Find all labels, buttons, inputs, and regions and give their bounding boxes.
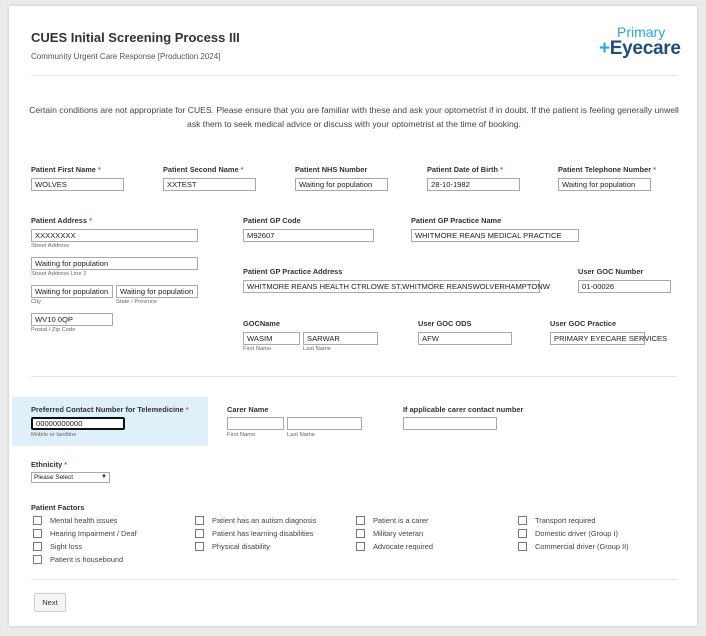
factor-label: Domestic driver (Group I) xyxy=(535,529,618,538)
carer-name-label: Carer Name xyxy=(227,405,269,414)
next-button[interactable]: Next xyxy=(34,593,66,612)
gp-code-input[interactable]: M92607 xyxy=(243,229,374,242)
ethnicity-label: Ethnicity * xyxy=(31,460,68,469)
user-goc-practice-input[interactable]: PRIMARY EYECARE SERVICES xyxy=(550,332,645,345)
state-sublabel: State / Province xyxy=(116,299,157,305)
user-goc-number-input[interactable]: 01-00026 xyxy=(578,280,671,293)
factor-checkbox[interactable] xyxy=(195,516,204,525)
carer-contact-input[interactable] xyxy=(403,417,497,430)
header-divider xyxy=(31,75,677,76)
dob-label: Patient Date of Birth * xyxy=(427,165,503,174)
carer-first-name-sublabel: First Name xyxy=(227,432,256,438)
factor-label: Physical disability xyxy=(212,542,270,551)
gp-practice-address-input[interactable]: WHITMORE REANS HEALTH CTRLOWE ST,WHITMORE REANSWOLVERHAMPTONW xyxy=(243,280,540,293)
city-sublabel: City xyxy=(31,299,41,305)
factor-label: Commercial driver (Group II) xyxy=(535,542,629,551)
goc-last-name-input[interactable]: SARWAR xyxy=(303,332,378,345)
street-address-sublabel: Street Address xyxy=(31,243,70,249)
street-address-input[interactable]: XXXXXXXX xyxy=(31,229,198,242)
factor-label: Hearing Impairment / Deaf xyxy=(50,529,137,538)
factor-checkbox[interactable] xyxy=(33,529,42,538)
factor-label: Patient is a carer xyxy=(373,516,429,525)
carer-last-name-sublabel: Last Name xyxy=(287,432,316,438)
factor-checkbox[interactable] xyxy=(33,516,42,525)
carer-last-name-input[interactable] xyxy=(287,417,362,430)
factor-label: Transport required xyxy=(535,516,596,525)
nhs-number-input[interactable]: Waiting for population xyxy=(295,178,388,191)
carer-contact-label: If applicable carer contact number xyxy=(403,405,524,414)
page-subtitle: Community Urgent Care Response [Production 2024] xyxy=(31,52,221,61)
factor-checkbox[interactable] xyxy=(356,516,365,525)
page-title: CUES Initial Screening Process III xyxy=(31,30,240,45)
factor-checkbox[interactable] xyxy=(195,529,204,538)
user-goc-ods-input[interactable]: AFW xyxy=(418,332,512,345)
user-goc-ods-label: User GOC ODS xyxy=(418,319,472,328)
goc-first-name-input[interactable]: WASIM xyxy=(243,332,300,345)
state-input[interactable]: Waiting for population xyxy=(116,285,198,298)
factor-label: Mental health issues xyxy=(50,516,118,525)
section-divider xyxy=(31,376,677,377)
nhs-number-label: Patient NHS Number xyxy=(295,165,368,174)
telephone-input[interactable]: Waiting for population xyxy=(558,178,651,191)
factor-label: Advocate required xyxy=(373,542,433,551)
factor-checkbox[interactable] xyxy=(195,542,204,551)
form-card xyxy=(9,6,697,626)
factor-label: Military veteran xyxy=(373,529,424,538)
factor-checkbox[interactable] xyxy=(518,542,527,551)
postal-code-input[interactable]: WV10 0QP xyxy=(31,313,113,326)
telephone-label: Patient Telephone Number * xyxy=(558,165,657,174)
first-name-input[interactable]: WOLVES xyxy=(31,178,124,191)
carer-first-name-input[interactable] xyxy=(227,417,284,430)
goc-last-name-sublabel: Last Name xyxy=(303,346,332,352)
notice-text: Certain conditions are not appropriate for CUES. Please ensure that you are familiar with these and ask your optometrist if in doubt. If the patient is feeling generally unwell ask them to seek medical advice or discuss with your optometrist at the time of booking. xyxy=(29,105,679,129)
street-address-2-input[interactable]: Waiting for population xyxy=(31,257,198,270)
city-input[interactable]: Waiting for population xyxy=(31,285,113,298)
first-name-label: Patient First Name * xyxy=(31,165,101,174)
gp-code-label: Patient GP Code xyxy=(243,216,301,225)
factor-label: Patient has learning disabilities xyxy=(212,529,314,538)
user-goc-practice-label: User GOC Practice xyxy=(550,319,617,328)
gp-practice-address-label: Patient GP Practice Address xyxy=(243,267,343,276)
street-address-2-sublabel: Street Address Line 2 xyxy=(31,271,87,277)
factor-checkbox[interactable] xyxy=(33,542,42,551)
footer-divider xyxy=(31,579,677,580)
factor-label: Sight loss xyxy=(50,542,83,551)
postal-code-sublabel: Postal / Zip Code xyxy=(31,327,76,333)
telemedicine-sublabel: Mobile or landline xyxy=(31,432,77,438)
dob-input[interactable]: 28-10-1982 xyxy=(427,178,520,191)
factor-label: Patient has an autism diagnosis xyxy=(212,516,317,525)
user-goc-number-label: User GOC Number xyxy=(578,267,644,276)
ethnicity-selected-value: Please Select xyxy=(34,474,74,481)
telemedicine-label: Preferred Contact Number for Telemedicine * xyxy=(31,405,189,414)
gp-practice-name-label: Patient GP Practice Name xyxy=(411,216,502,225)
address-label: Patient Address * xyxy=(31,216,92,225)
factor-checkbox[interactable] xyxy=(356,542,365,551)
second-name-label: Patient Second Name * xyxy=(163,165,244,174)
primary-eyecare-logo: Primary +Eyecare xyxy=(599,24,681,59)
factor-checkbox[interactable] xyxy=(33,555,42,564)
ethnicity-select[interactable] xyxy=(31,472,110,483)
gp-practice-name-input[interactable]: WHITMORE REANS MEDICAL PRACTICE xyxy=(411,229,579,242)
goc-name-label: GOCName xyxy=(243,319,280,328)
factor-checkbox[interactable] xyxy=(356,529,365,538)
chevron-down-icon: ▼ xyxy=(101,474,107,480)
factor-checkbox[interactable] xyxy=(518,516,527,525)
telemedicine-input[interactable]: 00000000000 xyxy=(31,417,125,430)
patient-factors-label: Patient Factors xyxy=(31,503,85,512)
factor-label: Patient is housebound xyxy=(50,555,124,564)
goc-first-name-sublabel: First Name xyxy=(243,346,272,352)
factor-checkbox[interactable] xyxy=(518,529,527,538)
second-name-input[interactable]: XXTEST xyxy=(163,178,256,191)
